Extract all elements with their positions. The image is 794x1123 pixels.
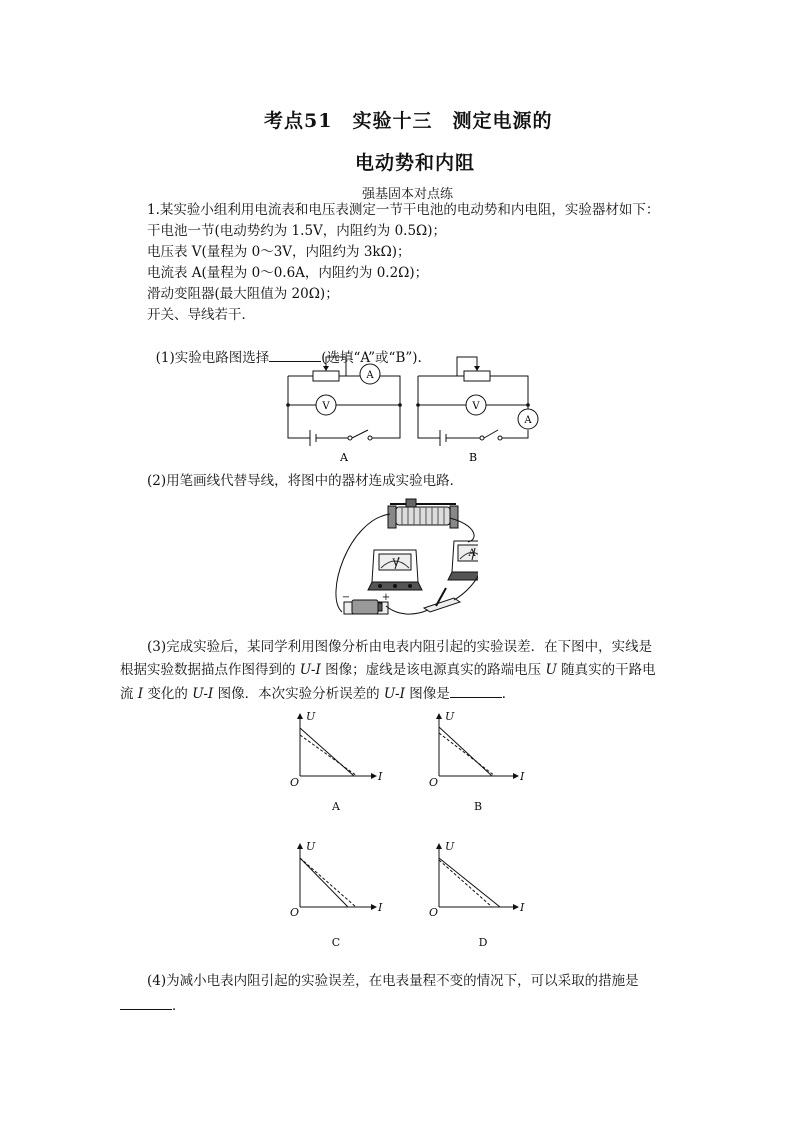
page-title-line2: 电动势和内阻	[355, 152, 476, 174]
battery-minus: −	[341, 592, 351, 603]
voltmeter-label-a: V	[322, 401, 330, 412]
part3-text: 图像．本次实验分析误差的	[213, 686, 384, 702]
part3-text: ．	[501, 686, 516, 702]
origin-label: O	[429, 906, 439, 919]
circuit-label-a: A	[340, 451, 348, 464]
ammeter-label-a: A	[366, 370, 374, 381]
circuit-label-b: B	[468, 451, 478, 464]
axis-u-label: U	[445, 710, 455, 723]
axis-i-label: I	[520, 901, 525, 914]
list-item: 电压表 V(量程为 0～3V，内阻约为 3kΩ)；	[147, 244, 411, 260]
i-symbol: I	[137, 686, 144, 702]
ui-symbol: U-I	[299, 662, 321, 678]
part1-text-tail: (选填“A”或“B”).	[321, 350, 422, 366]
part3-text: 随真实的干路电	[556, 662, 656, 678]
voltmeter-label-b: V	[472, 401, 480, 412]
section-subtitle: 强基固本对点练	[362, 187, 454, 202]
graph-label-d: D	[478, 936, 488, 949]
graph-label-c: C	[331, 936, 341, 949]
q1-intro: 1.某实验小组利用电流表和电压表测定一节干电池的电动势和内电阻，实验器材如下：	[147, 202, 660, 218]
part3-text: 图像；虚线是该电源真实的路端电压	[320, 662, 546, 678]
part3-text: 图像是	[404, 686, 450, 702]
circuit-diagrams	[280, 350, 550, 465]
origin-label: O	[290, 906, 300, 919]
answer-blank-4[interactable]	[120, 995, 172, 1010]
origin-label: O	[429, 776, 439, 789]
part1-text: (1)实验电路图选择	[155, 350, 270, 366]
axis-u-label: U	[306, 710, 316, 723]
q1-part3-line3	[120, 683, 515, 705]
axis-u-label: U	[445, 840, 455, 853]
part3-text: 变化的	[143, 686, 193, 702]
graph-label-a: A	[332, 800, 340, 813]
q1-part3-line2	[120, 660, 656, 681]
voltmeter-mark: V	[392, 558, 400, 569]
part3-text: 流	[120, 686, 138, 702]
ammeter-label-b: A	[524, 415, 532, 426]
list-item: 开关、导线若干．	[147, 307, 255, 323]
ui-symbol: U-I	[192, 686, 214, 702]
axis-i-label: I	[378, 901, 383, 914]
list-item: 滑动变阻器(最大阻值为 20Ω)；	[147, 286, 339, 302]
q1-part4-answer	[120, 995, 186, 1017]
ui-symbol: U-I	[383, 686, 405, 702]
ui-graphs	[282, 704, 532, 954]
battery-plus: +	[381, 592, 391, 603]
apparatus-illustration	[328, 496, 478, 628]
axis-i-label: I	[378, 770, 383, 783]
q1-part2: (2)用笔画线代替导线，将图中的器材连成实验电路．	[147, 473, 464, 489]
part4-end: ．	[172, 998, 186, 1014]
part3-text: 根据实验数据描点作图得到的	[120, 662, 300, 678]
graph-label-b: B	[473, 800, 483, 813]
q1-part4: (4)为减小电表内阻引起的实验误差，在电表量程不变的情况下，可以采取的措施是	[147, 973, 639, 989]
q1-part3-line1: (3)完成实验后，某同学利用图像分析由电表内阻引起的实验误差．在下图中，实线是	[147, 639, 653, 655]
axis-i-label: I	[520, 770, 525, 783]
page-title: 考点51 实验十三 测定电源的	[264, 110, 553, 132]
origin-label: O	[290, 776, 300, 789]
list-item: 干电池一节(电动势约为 1.5V，内阻约为 0.5Ω)；	[147, 223, 446, 239]
u-symbol: U	[545, 662, 557, 678]
ammeter-mark: A	[468, 548, 476, 559]
answer-blank-3[interactable]	[450, 683, 502, 698]
list-item: 电流表 A(量程为 0～0.6A，内阻约为 0.2Ω)；	[147, 265, 429, 281]
axis-u-label: U	[306, 840, 316, 853]
